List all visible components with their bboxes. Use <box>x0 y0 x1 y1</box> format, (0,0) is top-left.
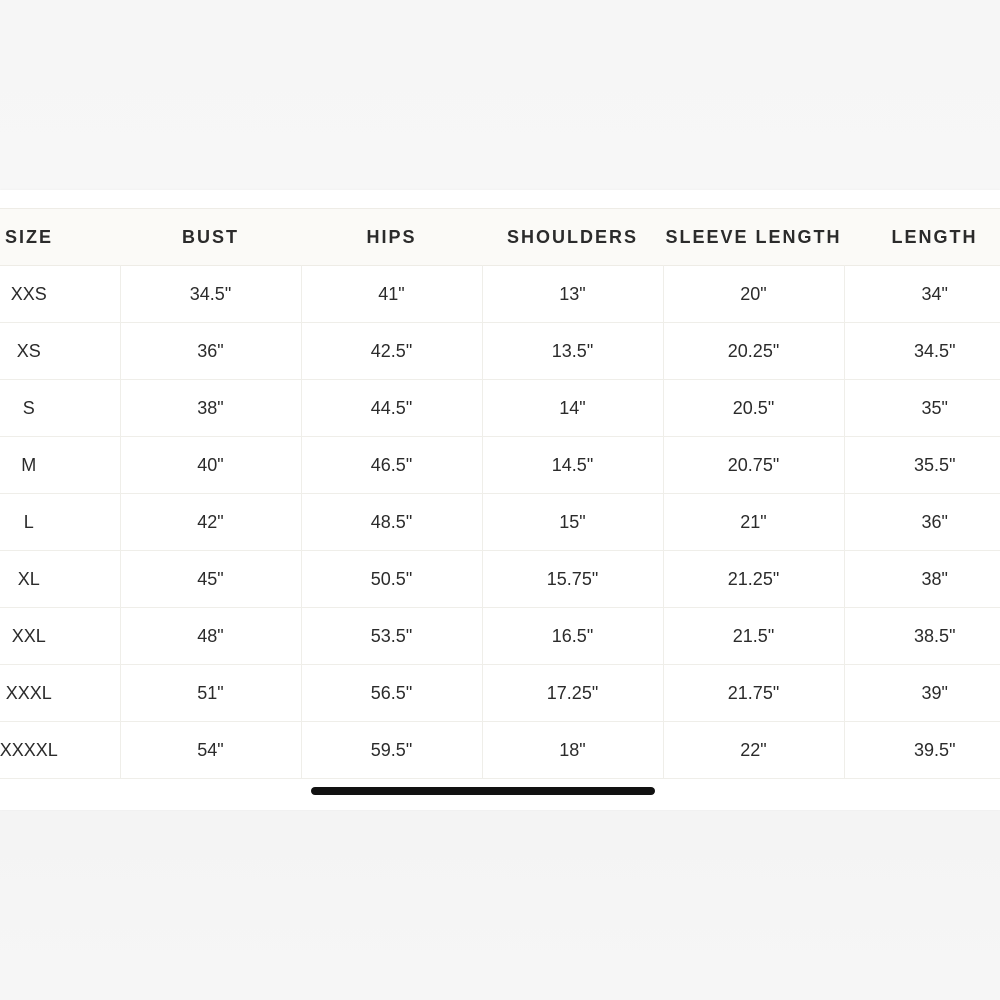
cell-shoulders: 13.5" <box>482 323 663 380</box>
cell-size: XXXXL <box>0 722 120 779</box>
cell-length: 39" <box>844 665 1000 722</box>
cell-length: 36" <box>844 494 1000 551</box>
cell-size: XXS <box>0 266 120 323</box>
cell-length: 34.5" <box>844 323 1000 380</box>
table-row <box>0 551 1000 608</box>
cell-sleeve-length: 20.5" <box>663 380 844 437</box>
size-chart-panel[interactable] <box>0 190 1000 810</box>
cell-size: XXL <box>0 608 120 665</box>
table-header-row <box>0 209 1000 266</box>
cell-shoulders: 14.5" <box>482 437 663 494</box>
table-row <box>0 665 1000 722</box>
table-row <box>0 494 1000 551</box>
cell-size: XS <box>0 323 120 380</box>
header-hips: HIPS <box>366 226 417 247</box>
cell-bust: 34.5" <box>120 266 301 323</box>
header-bust: BUST <box>182 226 239 247</box>
cell-hips: 46.5" <box>301 437 482 494</box>
cell-bust: 48" <box>120 608 301 665</box>
cell-bust: 36" <box>120 323 301 380</box>
cell-shoulders: 13" <box>482 266 663 323</box>
cell-length: 34" <box>844 266 1000 323</box>
cell-sleeve-length: 22" <box>663 722 844 779</box>
horizontal-scrollbar[interactable] <box>311 787 655 795</box>
cell-length: 35" <box>844 380 1000 437</box>
cell-bust: 54" <box>120 722 301 779</box>
table-row <box>0 608 1000 665</box>
header-sleeve-length: SLEEVE LENGTH <box>665 226 842 247</box>
cell-hips: 41" <box>301 266 482 323</box>
cell-length: 35.5" <box>844 437 1000 494</box>
cell-bust: 51" <box>120 665 301 722</box>
cell-length: 38.5" <box>844 608 1000 665</box>
cell-length: 39.5" <box>844 722 1000 779</box>
cell-sleeve-length: 21.5" <box>663 608 844 665</box>
cell-hips: 44.5" <box>301 380 482 437</box>
cell-hips: 42.5" <box>301 323 482 380</box>
header-shoulders: SHOULDERS <box>506 226 638 247</box>
cell-size: L <box>0 494 120 551</box>
cell-bust: 42" <box>120 494 301 551</box>
table-body <box>0 266 1000 779</box>
cell-bust: 40" <box>120 437 301 494</box>
cell-shoulders: 18" <box>482 722 663 779</box>
size-chart-scroll-area[interactable] <box>0 208 1000 779</box>
table-row <box>0 380 1000 437</box>
cell-sleeve-length: 21.75" <box>663 665 844 722</box>
cell-hips: 56.5" <box>301 665 482 722</box>
cell-hips: 59.5" <box>301 722 482 779</box>
cell-shoulders: 14" <box>482 380 663 437</box>
cell-length: 38" <box>844 551 1000 608</box>
cell-sleeve-length: 21" <box>663 494 844 551</box>
cell-size: XXXL <box>0 665 120 722</box>
cell-bust: 38" <box>120 380 301 437</box>
cell-sleeve-length: 21.25" <box>663 551 844 608</box>
header-length: LENGTH <box>891 226 978 247</box>
cell-sleeve-length: 20" <box>663 266 844 323</box>
cell-hips: 50.5" <box>301 551 482 608</box>
table-row <box>0 437 1000 494</box>
cell-shoulders: 16.5" <box>482 608 663 665</box>
size-chart-table <box>0 208 1000 779</box>
cell-bust: 45" <box>120 551 301 608</box>
cell-shoulders: 17.25" <box>482 665 663 722</box>
cell-size: XL <box>0 551 120 608</box>
cell-hips: 53.5" <box>301 608 482 665</box>
cell-sleeve-length: 20.25" <box>663 323 844 380</box>
table-row <box>0 266 1000 323</box>
cell-size: S <box>0 380 120 437</box>
cell-hips: 48.5" <box>301 494 482 551</box>
cell-shoulders: 15.75" <box>482 551 663 608</box>
cell-shoulders: 15" <box>482 494 663 551</box>
table-row <box>0 323 1000 380</box>
table-row <box>0 722 1000 779</box>
cell-sleeve-length: 20.75" <box>663 437 844 494</box>
cell-size: M <box>0 437 120 494</box>
header-size: SIZE <box>4 226 53 247</box>
